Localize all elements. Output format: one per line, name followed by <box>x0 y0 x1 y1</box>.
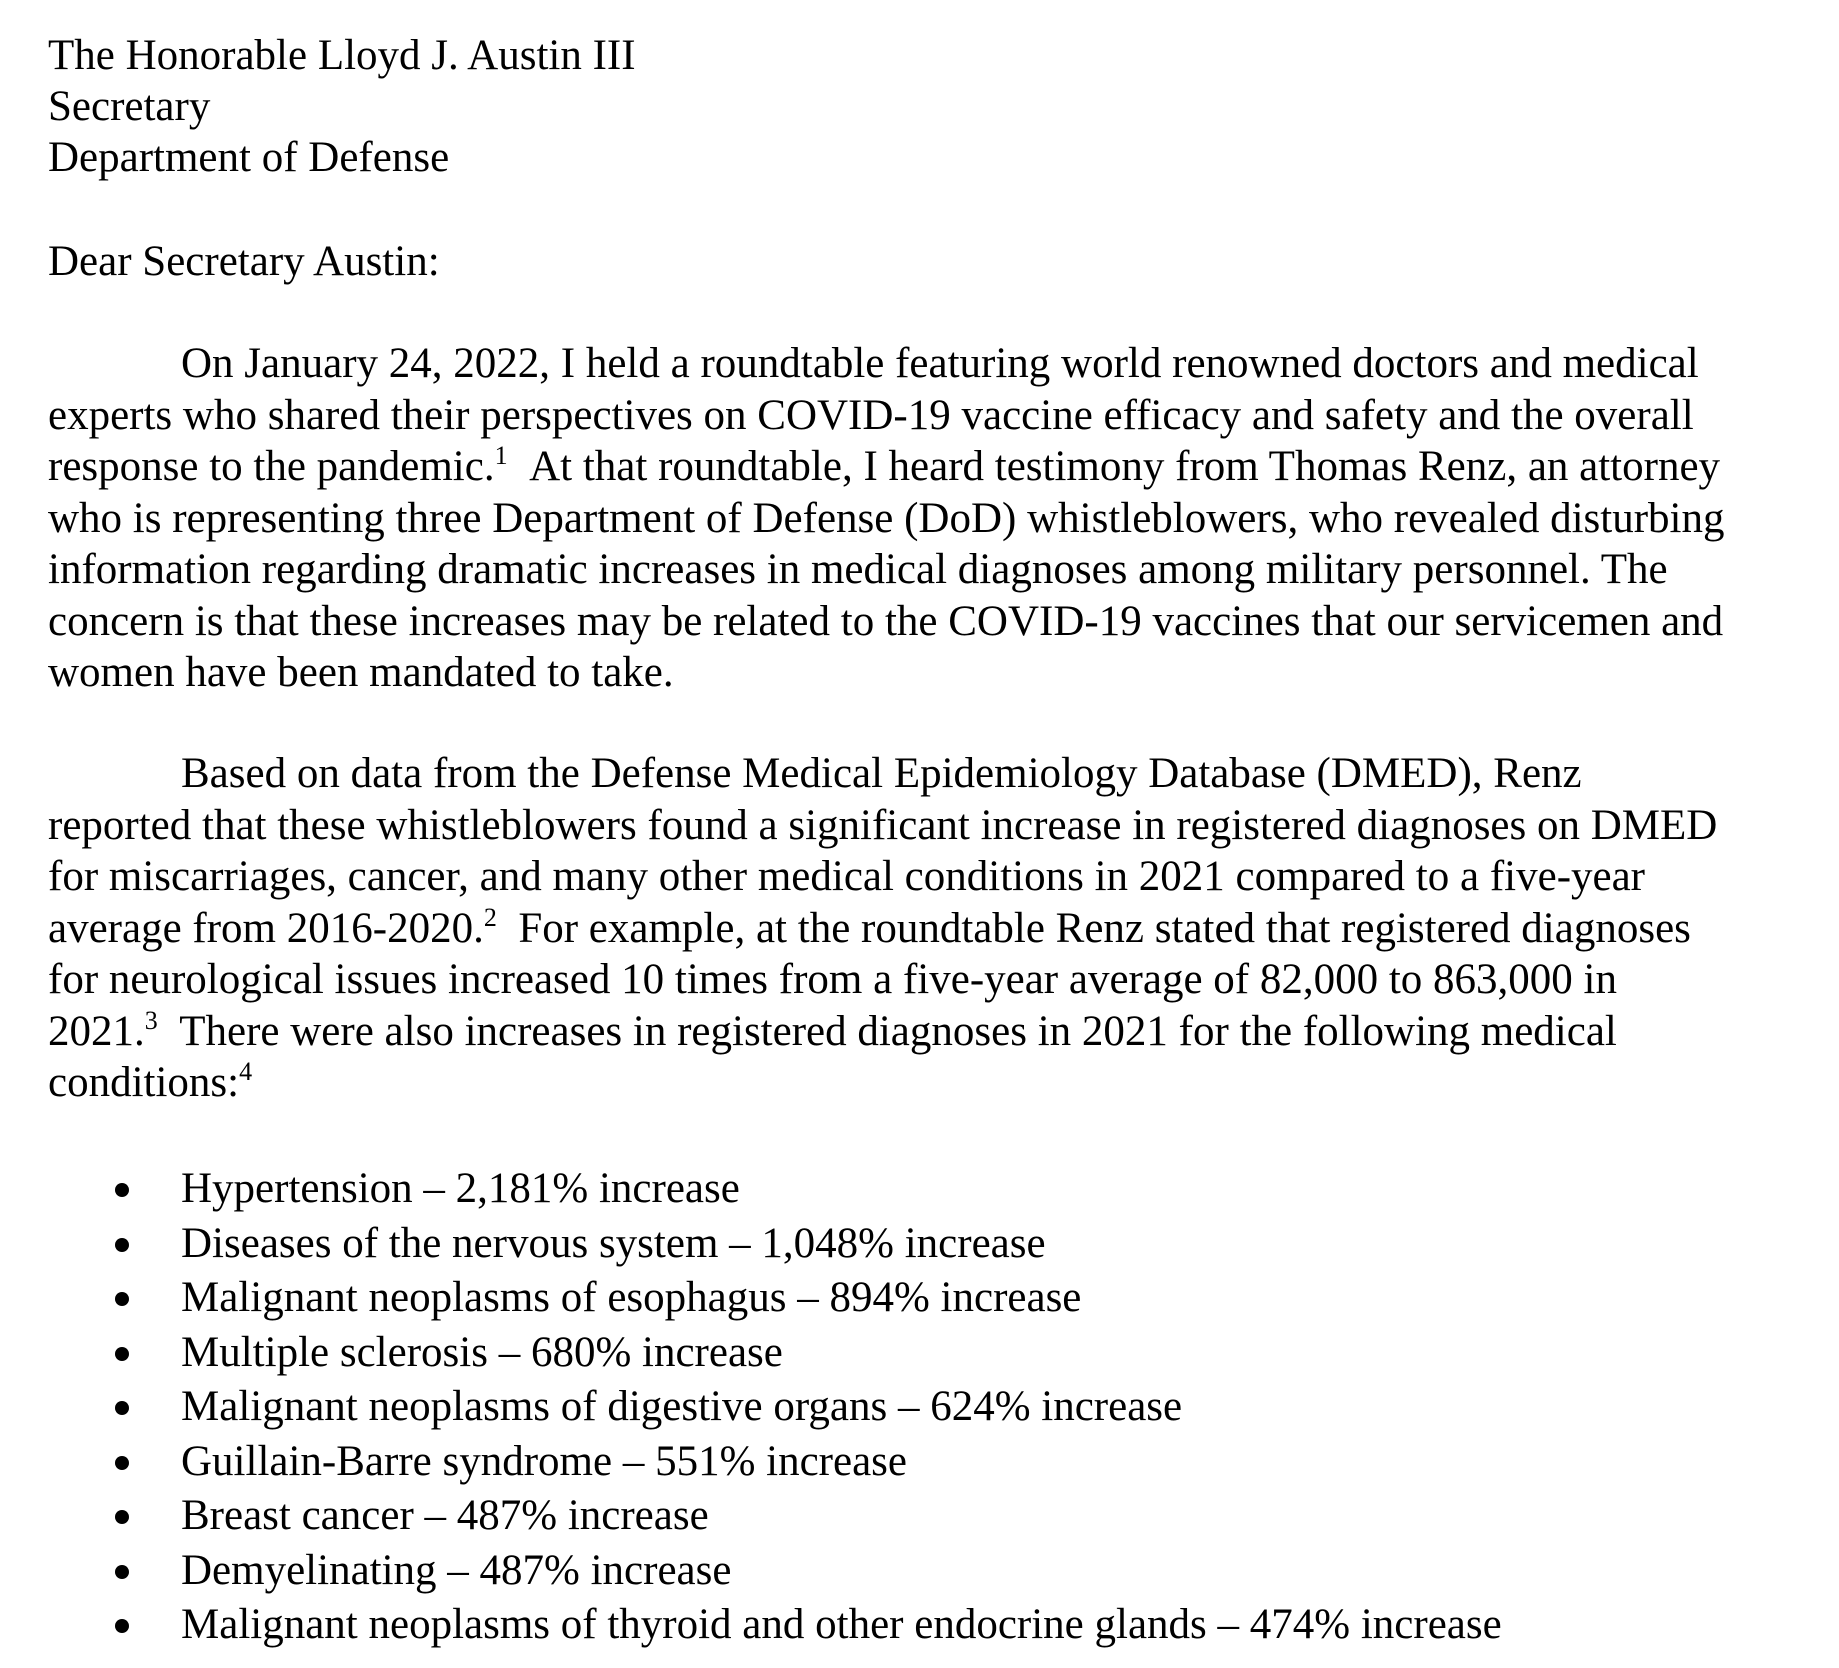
list-item-text: Malignant neoplasms of thyroid and other endocrine glands – 474% increase <box>181 1601 1502 1648</box>
recipient-address <box>48 30 636 183</box>
recipient-name: The Honorable Lloyd J. Austin III <box>48 32 636 79</box>
paragraph-line: for neurological issues increased 10 times from a five-year average of 82,000 to 863,000 in <box>48 956 1617 1003</box>
list-item-text: Malignant neoplasms of digestive organs – 624% increase <box>181 1383 1183 1430</box>
paragraph-line: women have been mandated to take. <box>48 649 674 696</box>
list-item-text: Hypertension – 2,181% increase <box>181 1165 740 1212</box>
paragraph-line-segment: 2021. <box>48 1007 145 1055</box>
footnote-ref-2: 2 <box>483 902 497 932</box>
list-item-text: Demyelinating – 487% increase <box>181 1546 732 1594</box>
bullet-icon <box>115 1565 129 1579</box>
bullet-icon <box>115 1401 129 1415</box>
bullet-icon <box>115 1238 129 1252</box>
paragraph-line <box>48 1057 1808 1109</box>
paragraph-line: who is representing three Department of Defense (DoD) whistleblowers, who revealed disturbing <box>48 494 1725 542</box>
paragraph-line-segment: For example, at the roundtable Renz stated that registered diagnoses <box>518 904 1691 952</box>
paragraph-line: information regarding dramatic increases in medical diagnoses among military personnel. The <box>48 546 1668 593</box>
paragraph-line: Based on data from the Defense Medical Epidemiology Database (DMED), Renz <box>181 750 1582 797</box>
bullet-icon <box>115 1619 129 1633</box>
list-item-text: Guillain-Barre syndrome – 551% increase <box>181 1437 907 1485</box>
list-item-text: Breast cancer – 487% increase <box>181 1492 709 1539</box>
bullet-icon <box>115 1456 129 1470</box>
paragraph-line-segment: conditions: <box>48 1059 240 1106</box>
list-item-text: Malignant neoplasms of esophagus – 894% increase <box>181 1274 1082 1321</box>
recipient-department: Department of Defense <box>48 134 450 181</box>
paragraph-line-segment: At that roundtable, I heard testimony from Thomas Renz, an attorney <box>529 443 1721 490</box>
footnote-ref-4: 4 <box>239 1057 253 1086</box>
list-item-text: Diseases of the nervous system – 1,048% increase <box>181 1219 1046 1267</box>
paragraph-line <box>48 1006 1808 1058</box>
paragraph-line-segment: response to the pandemic. <box>48 443 495 490</box>
paragraph-dmed-data <box>48 748 1808 1109</box>
bullet-icon <box>115 1347 129 1361</box>
recipient-title: Secretary <box>48 83 211 130</box>
footnote-ref-3: 3 <box>144 1005 158 1035</box>
paragraph-line <box>48 903 1808 955</box>
list-item-text: Multiple sclerosis – 680% increase <box>181 1328 783 1376</box>
paragraph-line: reported that these whistleblowers found a significant increase in registered diagnoses on DMED <box>48 801 1718 849</box>
paragraph-line: concern is that these increases may be related to the COVID-19 vaccines that our servicemen and <box>48 597 1724 645</box>
paragraph-line: On January 24, 2022, I held a roundtable featuring world renowned doctors and medical <box>181 340 1699 387</box>
bullet-icon <box>115 1292 129 1306</box>
salutation: Dear Secretary Austin: <box>48 238 440 285</box>
paragraph-line-segment: average from 2016-2020. <box>48 904 484 952</box>
paragraph-line: experts who shared their perspectives on COVID-19 vaccine efficacy and safety and the overall <box>48 391 1694 439</box>
bullet-icon <box>115 1510 129 1524</box>
paragraph-line-segment: There were also increases in registered diagnoses in 2021 for the following medical <box>179 1007 1617 1055</box>
paragraph-roundtable <box>48 338 1808 699</box>
paragraph-line <box>48 441 1808 493</box>
bullet-icon <box>115 1183 129 1197</box>
paragraph-line: for miscarriages, cancer, and many other medical conditions in 2021 compared to a five-year <box>48 853 1646 900</box>
footnote-ref-1: 1 <box>494 441 508 470</box>
